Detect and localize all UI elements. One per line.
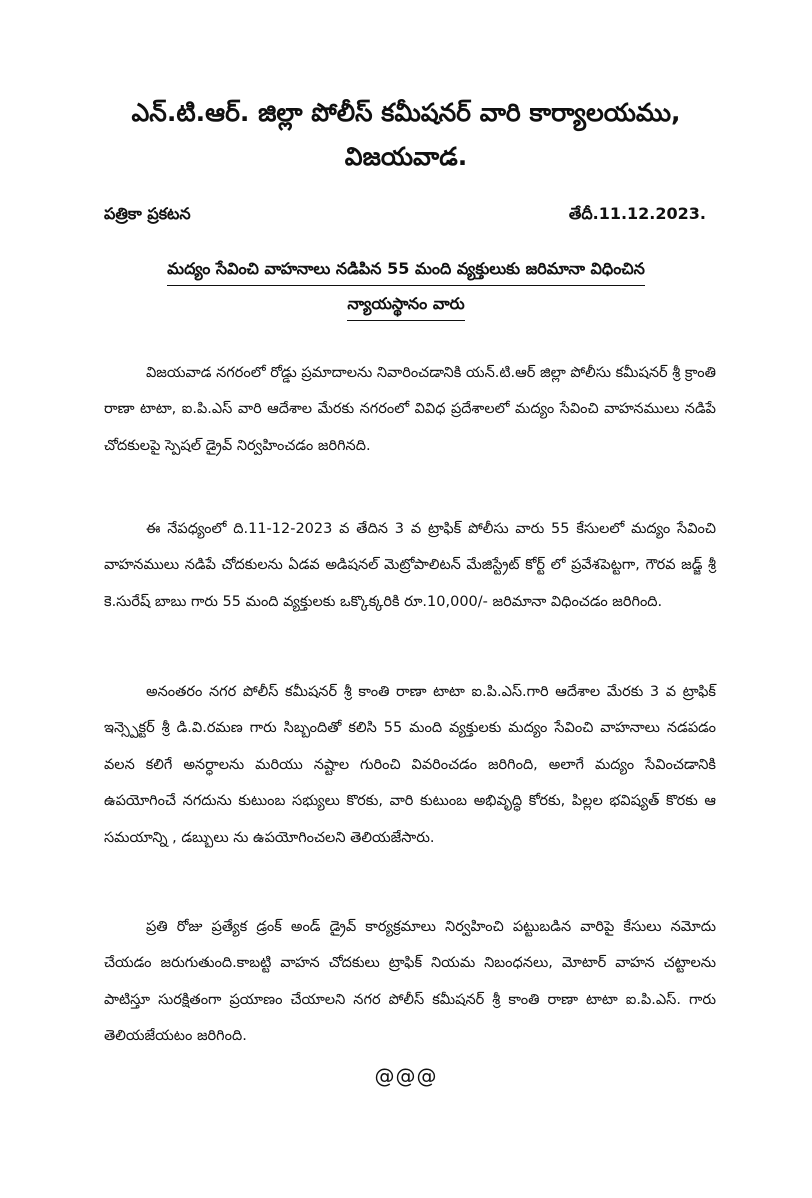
press-note-label: పత్రికా ప్రకటన bbox=[104, 204, 191, 223]
office-title: ఎన్.టి.ఆర్. జిల్లా పోలీస్ కమీషనర్ వారి కార్యాలయము, bbox=[131, 98, 681, 127]
body-paragraph: విజయవాడ నగరంలో రోడ్డు ప్రమాదాలను నివారించడానికి యన్.టి.ఆర్ జిల్లా పోలీసు కమీషనర్ శ్రీ క్రాంతి రాణా టాటా, ఐ.పి.ఎస్ వారి ఆదేశాల మేరకు నగరంలో వివిధ ప్రదేశాలలో మద్యం సేవించి వాహనములు నడిపే చోదకులపై స్పెషల్ డ్రైవ్ నిర్వహించడం జరిగినది. bbox=[104, 364, 716, 454]
body-paragraph: ప్రతి రోజు ప్రత్యేక డ్రంక్ అండ్ డ్రైవ్ కార్యక్రమాలు నిర్వహించి పట్టుబడిన వారిపై కేసులు నమోదు చేయడం జరుగుతుంది.కాబట్టి వాహన చోదకులు ట్రాఫిక్ నియమ నిబంధనలు, మోటార్ వాహన చట్టాలను పాటిస్తూ సురక్షితంగా ప్రయాణం చేయాలని నగర పోలీస్ కమీషనర్ శ్రీ కాంతి రాణా టాటా ఐ.పి.ఎస్. గారు తెలియజేయటం జరిగింది. bbox=[104, 918, 716, 1044]
subject-heading-line-1 bbox=[0, 255, 812, 286]
subject-heading-line-2 bbox=[0, 290, 812, 321]
release-date: తేదీ.11.12.2023. bbox=[568, 204, 706, 223]
body-paragraph: అనంతరం నగర పోలీస్ కమీషనర్ శ్రీ కాంతి రాణా టాటా ఐ.పి.ఎస్.గారి ఆదేశాల మేరకు 3 వ ట్రాఫిక్ ఇన్స్పెక్టర్ శ్రీ డి.వి.రమణ గారు సిబ్బందితో కలిసి 55 మంది వ్యక్తులకు మద్యం సేవించి వాహనాలు నడపడం వలన కలిగే అనర్ధాలను మరియు నష్టాల గురించి వివరించడం జరిగింది, అలాగే మద్యం సేవించడానికి ఉపయోగించే నగదును కుటుంబ సభ్యులు కొరకు, వారి కుటుంబ అభివృద్ధి కోరకు, పిల్లల భవిష్యత్ కొరకు ఆ సమయాన్ని , డబ్బులు ను ఉపయోగించలని తెలియజేసారు. bbox=[104, 683, 716, 846]
body-paragraph: ఈ నేపధ్యంలో ది.11-12-2023 వ తేదిన 3 వ ట్రాఫిక్ పోలీసు వారు 55 కేసులలో మద్యం సేవించి వాహనములు నడిపే చోదకులను ఏడవ అడిషనల్ మెట్రోపాలిటన్ మేజిస్ట్రేట్ కోర్ట్ లో ప్రవేశపెట్టగా, గౌరవ జడ్జ్ శ్రీ కె.సురేష్ బాబు గారు 55 మంది వ్యక్తులకు ఒక్కొక్కరికి రూ.10,000/- జరిమానా విధించడం జరిగింది. bbox=[104, 520, 716, 610]
signoff-mark: @@@ bbox=[374, 1064, 438, 1088]
subject-heading-text-2: న్యాయస్థానం వారు bbox=[347, 290, 464, 321]
office-city: విజయవాడ. bbox=[344, 142, 468, 171]
subject-heading-text-1: మద్యం సేవించి వాహనాలు నడిపిన 55 మంది వ్యక్తులుకు జరిమానా విధించిన bbox=[167, 255, 645, 286]
